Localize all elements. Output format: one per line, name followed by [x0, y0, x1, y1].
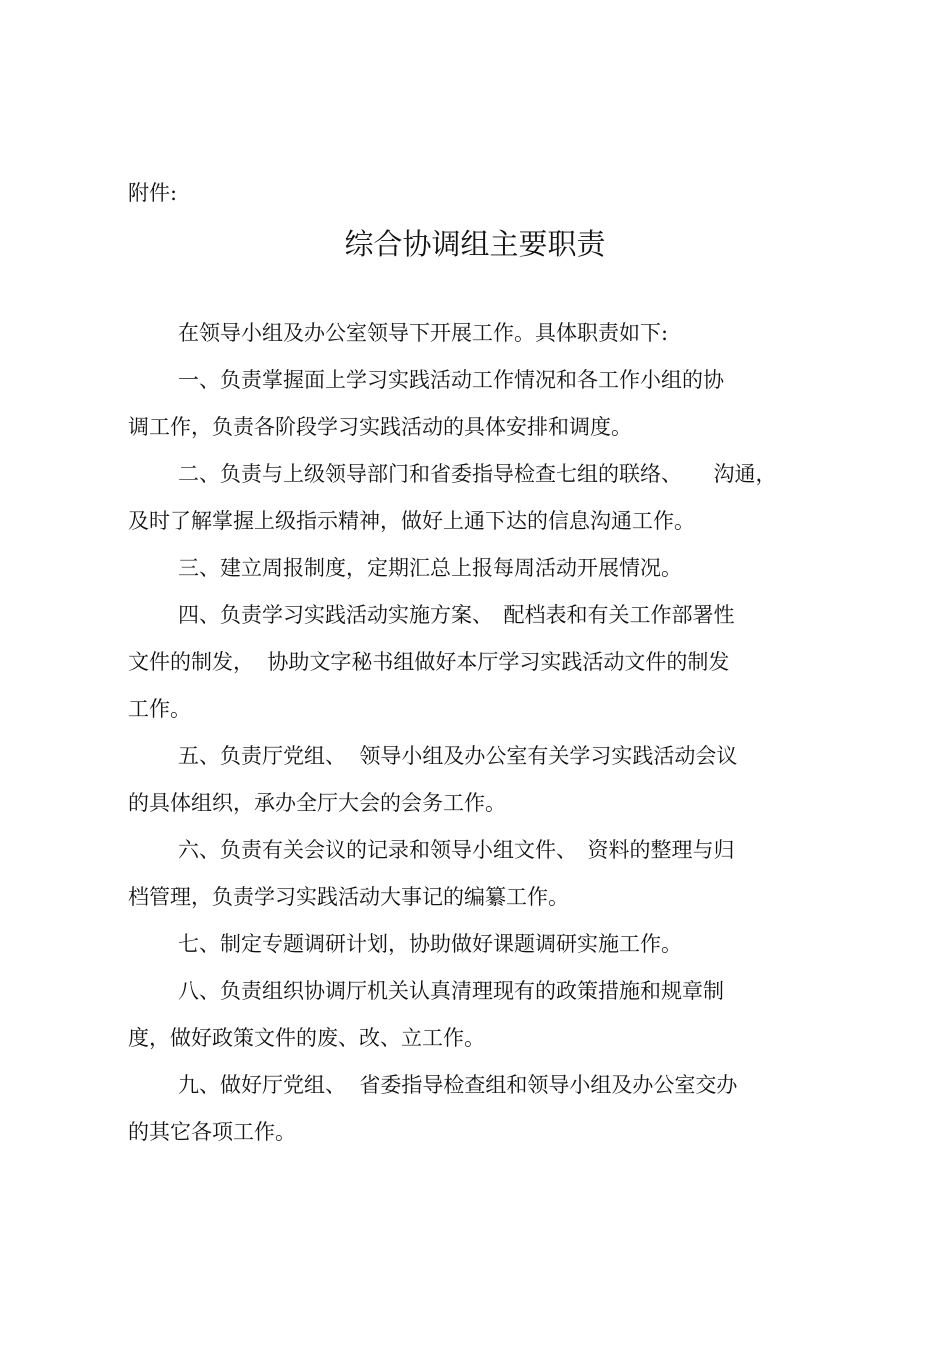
paragraph-line: 的具体组织，承办全厅大会的会务工作。: [128, 791, 506, 815]
paragraph-line: 八、负责组织协调厅机关认真清理现有的政策措施和规章制: [178, 979, 724, 1003]
paragraph-line: 六、负责有关会议的记录和领导小组文件、 资料的整理与归: [178, 838, 735, 862]
paragraph-line: 的其它各项工作。: [128, 1120, 296, 1144]
paragraph-line: 度，做好政策文件的废、改、立工作。: [128, 1026, 485, 1050]
paragraph-line: 二、负责与上级领导部门和省委指导检查七组的联络、 沟通，: [178, 462, 777, 486]
paragraph-line: 工作。: [128, 697, 191, 721]
paragraph-line: 文件的制发， 协助文字秘书组做好本厅学习实践活动文件的制发: [128, 650, 730, 674]
attachment-label: 附件:: [128, 181, 178, 205]
paragraph-line: 档管理，负责学习实践活动大事记的编纂工作。: [128, 885, 569, 909]
paragraph-line: 在领导小组及办公室领导下开展工作。具体职责如下:: [178, 321, 669, 345]
paragraph-line: 九、做好厅党组、 省委指导检查组和领导小组及办公室交办: [178, 1073, 738, 1097]
paragraph-line: 一、负责掌握面上学习实践活动工作情况和各工作小组的协: [178, 368, 724, 392]
paragraph-line: 三、建立周报制度，定期汇总上报每周活动开展情况。: [178, 556, 682, 580]
paragraph-line: 七、制定专题调研计划，协助做好课题调研实施工作。: [178, 932, 682, 956]
document-title: 综合协调组主要职责: [344, 227, 606, 261]
paragraph-line: 五、负责厅党组、 领导小组及办公室有关学习实践活动会议: [178, 744, 738, 768]
paragraph-line: 四、负责学习实践活动实施方案、 配档表和有关工作部署性: [178, 603, 735, 627]
paragraph-line: 及时了解掌握上级指示精神，做好上通下达的信息沟通工作。: [128, 509, 695, 533]
paragraph-line: 调工作，负责各阶段学习实践活动的具体安排和调度。: [128, 415, 632, 439]
